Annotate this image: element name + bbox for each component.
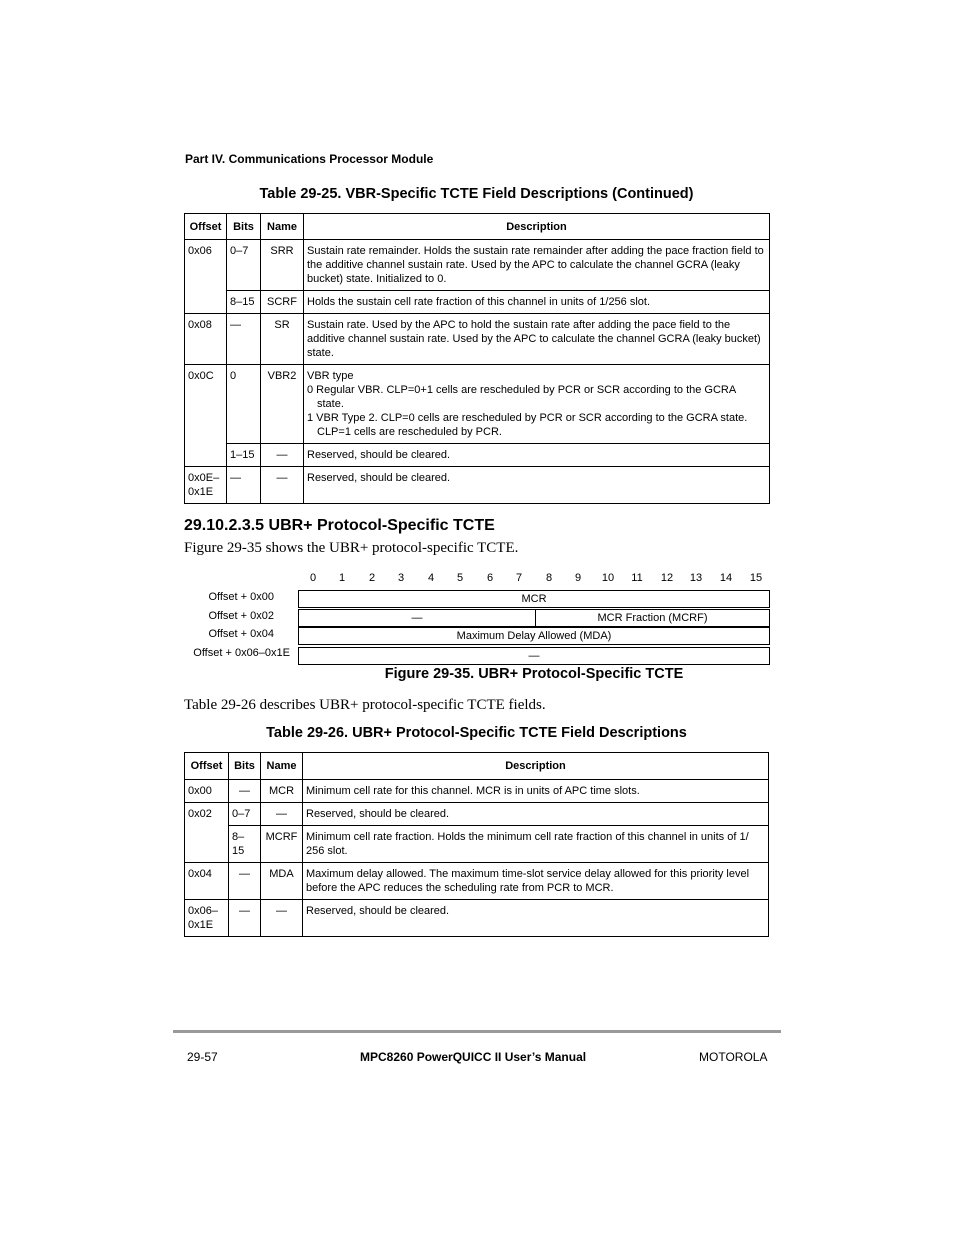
column-header: Name (261, 214, 304, 240)
name-cell: — (261, 803, 303, 826)
register-row (298, 647, 770, 665)
bits-cell: 8–15 (227, 291, 261, 314)
offset-cell: 0x0E– 0x1E (185, 467, 227, 504)
description-cell: Sustain rate remainder. Holds the sustain rate remainder after adding the pace fraction field to the additive channel sustain rate. Used by the APC to calculate the channel GCRA (leaky bucket) state. Initialized to 0. (304, 240, 770, 291)
register-field-mcr: MCR (521, 593, 547, 605)
description-line: CLP=1 cells are rescheduled by PCR. (317, 426, 502, 438)
bit-number: 4 (427, 572, 435, 584)
description-cell: Minimum cell rate fraction. Holds the minimum cell rate fraction of this channel in units of 1/ 256 slot. (303, 826, 769, 863)
register-offset-label: Offset + 0x00 (208, 591, 274, 603)
description-cell: Reserved, should be cleared. (304, 467, 770, 504)
bit-number: 11 (631, 572, 643, 584)
bit-number: 1 (338, 572, 346, 584)
name-cell: — (261, 444, 304, 467)
description-cell: Maximum delay allowed. The maximum time-slot service delay allowed for this priority level before the APC reduces the scheduling rate from PCR to MCR. (303, 863, 769, 900)
register-offset-label: Offset + 0x02 (208, 610, 274, 622)
name-cell: — (261, 900, 303, 937)
bits-cell: 0 (227, 365, 261, 444)
table-row (185, 291, 770, 314)
register-row (298, 609, 770, 627)
description-cell: Reserved, should be cleared. (303, 803, 769, 826)
manual-title: MPC8260 PowerQUICC II User’s Manual (360, 1050, 587, 1064)
column-header: Name (261, 753, 303, 780)
bit-number: 8 (545, 572, 553, 584)
bits-cell: — (229, 900, 261, 937)
bit-number: 13 (689, 572, 703, 584)
column-header: Bits (229, 753, 261, 780)
name-cell: MCR (261, 780, 303, 803)
offset-cell: 0x06 (185, 240, 227, 314)
table-row (185, 365, 770, 444)
register-field-reserved: — (528, 650, 540, 662)
section-intro: Figure 29-35 shows the UBR+ protocol-specific TCTE. (184, 540, 519, 556)
name-cell: SR (261, 314, 304, 365)
register-row (298, 627, 770, 645)
table-caption: Table 29-26. UBR+ Protocol-Specific TCTE Field Descriptions (266, 725, 687, 741)
bit-number: 15 (749, 572, 763, 584)
offset-cell: 0x08 (185, 314, 227, 365)
description-cell: Holds the sustain cell rate fraction of this channel in units of 1/256 slot. (304, 291, 770, 314)
bit-number: 0 (309, 572, 317, 584)
table-row (185, 803, 769, 826)
description-cell: Reserved, should be cleared. (304, 444, 770, 467)
description-cell: Sustain rate. Used by the APC to hold the sustain rate after adding the pace field to the additive channel sustain rate. Used by the APC to calculate the channel GCRA (leaky bucket) state. (304, 314, 770, 365)
register-offset-label: Offset + 0x06–0x1E (193, 647, 290, 659)
bits-cell: — (229, 863, 261, 900)
page-number: 29-57 (187, 1050, 218, 1064)
bit-number: 10 (601, 572, 615, 584)
table-row (185, 863, 769, 900)
bit-number: 14 (719, 572, 733, 584)
name-cell: VBR2 (261, 365, 304, 444)
bits-cell: — (229, 780, 261, 803)
offset-cell: 0x02 (185, 803, 229, 863)
bits-cell: 0–7 (227, 240, 261, 291)
paragraph: Table 29-26 describes UBR+ protocol-specific TCTE fields. (184, 697, 546, 713)
ubr-field-table (184, 752, 769, 937)
bit-number: 7 (515, 572, 523, 584)
bits-cell: 1–15 (227, 444, 261, 467)
bit-number: 12 (660, 572, 674, 584)
company-name: MOTOROLA (699, 1050, 768, 1064)
name-cell: SCRF (261, 291, 304, 314)
bits-cell: — (227, 467, 261, 504)
bit-number: 9 (574, 572, 582, 584)
description-line: state. (317, 398, 344, 410)
description-cell: Minimum cell rate for this channel. MCR is in units of APC time slots. (303, 780, 769, 803)
register-field-reserved: — (299, 610, 536, 626)
bit-number: 6 (486, 572, 494, 584)
footer-divider (173, 1030, 781, 1033)
bits-cell: 8– 15 (229, 826, 261, 863)
column-header: Bits (227, 214, 261, 240)
register-offset-label: Offset + 0x04 (208, 628, 274, 640)
register-field-mda: Maximum Delay Allowed (MDA) (456, 630, 612, 642)
name-cell: MDA (261, 863, 303, 900)
column-header: Description (304, 214, 770, 240)
table-row (185, 826, 769, 863)
table-header-row (185, 214, 770, 240)
description-line: 0 Regular VBR. CLP=0+1 cells are rescheduled by PCR or SCR according to the GCRA (307, 384, 737, 396)
offset-cell: 0x04 (185, 863, 229, 900)
table-header-row (185, 753, 769, 780)
vbr-field-table (184, 213, 770, 504)
column-header: Description (303, 753, 769, 780)
offset-cell: 0x00 (185, 780, 229, 803)
description-cell (304, 365, 770, 444)
bits-cell: 0–7 (229, 803, 261, 826)
section-title: 29.10.2.3.5 UBR+ Protocol-Specific TCTE (184, 517, 495, 534)
bit-number: 3 (397, 572, 405, 584)
offset-cell: 0x0C (185, 365, 227, 467)
table-caption: Table 29-25. VBR-Specific TCTE Field Descriptions (Continued) (259, 186, 694, 202)
table-row (185, 314, 770, 365)
table-row (185, 467, 770, 504)
part-header: Part IV. Communications Processor Module (185, 152, 434, 166)
table-row (185, 780, 769, 803)
name-cell: — (261, 467, 304, 504)
register-field-mcrf: MCR Fraction (MCRF) (597, 612, 708, 624)
table-row (185, 444, 770, 467)
description-line: 1 VBR Type 2. CLP=0 cells are rescheduled by PCR or SCR according to the GCRA state. (307, 412, 748, 424)
figure-caption: Figure 29-35. UBR+ Protocol-Specific TCTE (384, 666, 684, 682)
offset-cell: 0x06– 0x1E (185, 900, 229, 937)
description-line: VBR type (307, 370, 354, 382)
bit-number: 2 (368, 572, 376, 584)
bits-cell: — (227, 314, 261, 365)
name-cell: MCRF (261, 826, 303, 863)
bit-number: 5 (456, 572, 464, 584)
name-cell: SRR (261, 240, 304, 291)
table-row (185, 240, 770, 291)
table-row (185, 900, 769, 937)
register-row (298, 590, 770, 608)
description-cell: Reserved, should be cleared. (303, 900, 769, 937)
column-header: Offset (185, 214, 227, 240)
column-header: Offset (185, 753, 229, 780)
